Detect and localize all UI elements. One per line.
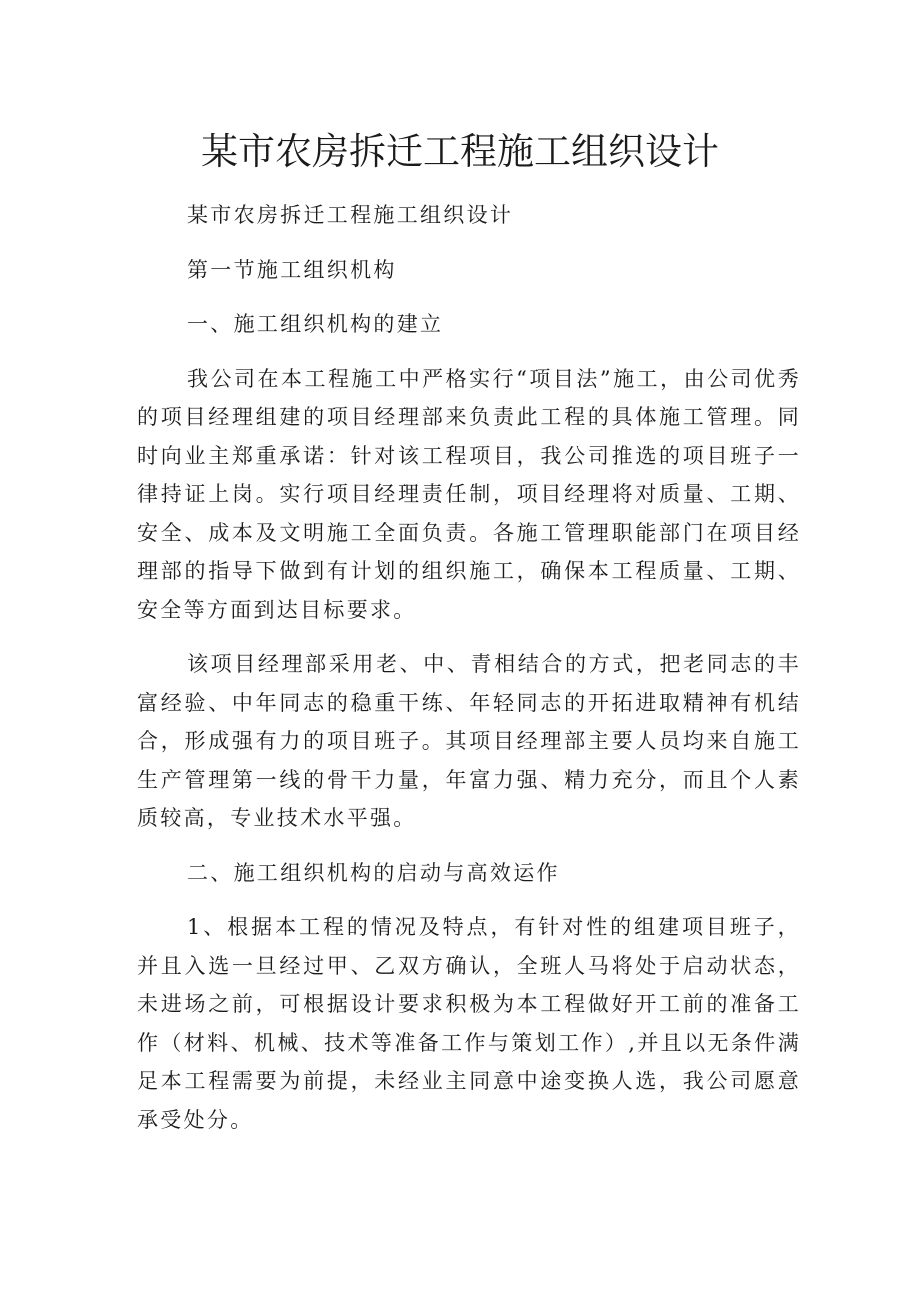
document-body (137, 196, 801, 1155)
document-title: 某市农房拆迁工程施工组织设计 (201, 130, 719, 173)
section-heading: 第一节施工组织机构 (187, 257, 397, 282)
body-paragraph-2: 该项目经理部采用老、中、青相结合的方式，把老同志的丰富经验、中年同志的稳重干练、年轻同志的开拓进取精神有机结合，形成强有力的项目班子。其项目经理部主要人员均来自施工生产管理第一线的骨干力量，年富力强、精力充分，而且个人素质较高，专业技术水平强。 (137, 652, 801, 830)
subsection-heading-2: 二、施工组织机构的启动与高效运作 (187, 860, 560, 885)
body-paragraph-3: 1、根据本工程的情况及特点，有针对性的组建项目班子，并且入选一旦经过甲、乙双方确认，全班人马将处于启动状态，未进场之前，可根据设计要求积极为本工程做好开工前的准备工作（材料、机械、技术等准备工作与策划工作）,并且以无条件满足本工程需要为前提，未经业主同意中途变换人选，我公司愿意承受处分。 (137, 915, 801, 1132)
body-paragraph-1: 我公司在本工程施工中严格实行“项目法”施工，由公司优秀的项目经理组建的项目经理部来负责此工程的具体施工管理。同时向业主郑重承诺：针对该工程项目，我公司推选的项目班子一律持证上岗。实行项目经理责任制，项目经理将对质量、工期、安全、成本及文明施工全面负责。各施工管理职能部门在项目经理部的指导下做到有计划的组织施工，确保本工程质量、工期、安全等方面到达目标要求。 (137, 366, 801, 622)
subtitle-paragraph: 某市农房拆迁工程施工组织设计 (187, 203, 514, 227)
subsection-heading-1: 一、施工组织机构的建立 (187, 312, 444, 336)
